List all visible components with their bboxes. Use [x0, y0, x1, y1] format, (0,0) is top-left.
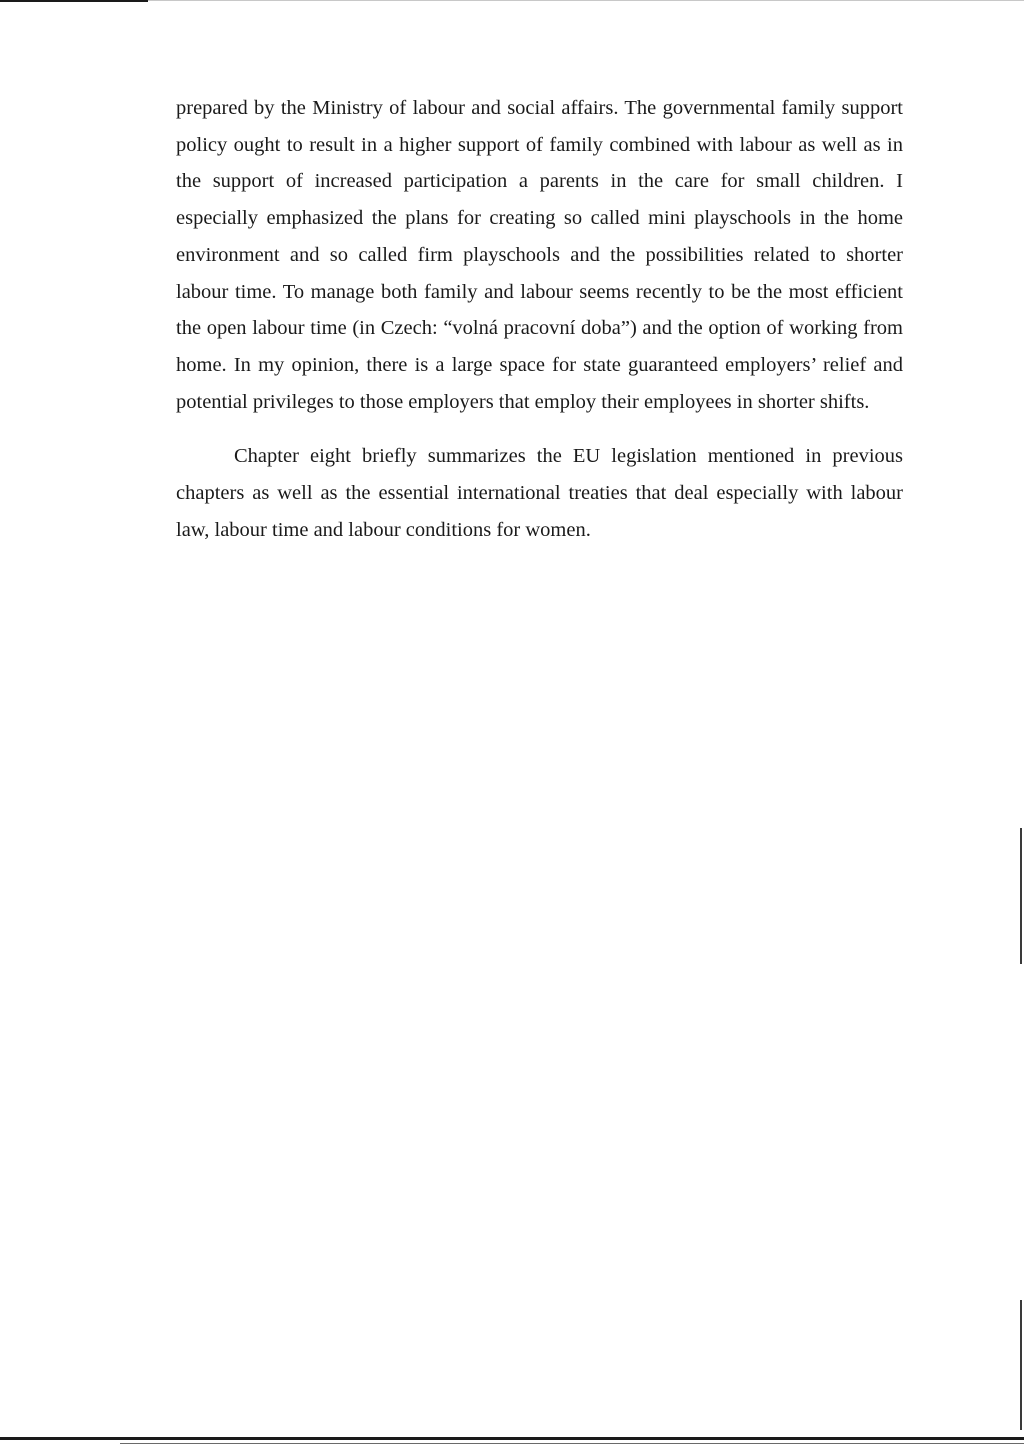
scan-edge-bottom-line [120, 1443, 1024, 1444]
scan-edge-right-lower [1020, 1300, 1022, 1430]
scan-edge-top [0, 0, 148, 2]
paragraph-chapter-eight: Chapter eight briefly summarizes the EU legislation mentioned in previous chapters as well as the essential international treaties that deal especially with labour law, labour time and labour conditions for women. [176, 445, 903, 541]
scan-edge-bottom [0, 1437, 1024, 1440]
scan-edge-top-line [148, 0, 1024, 1]
paragraph-family-policy: prepared by the Ministry of labour and social affairs. The governmental family support policy ought to result in a higher support of family combined with labour as well as in the support of increased participation a parents in the care for small children. I especially emphasized the plans for creating so called mini playschools in the home environment and so called firm playschools and the possibilities related to shorter labour time. To manage both family and labour seems recently to be the most efficient the open labour time (in Czech: “volná pracovní doba”) and the option of working from home. In my opinion, there is a large space for state guaranteed employers’ relief and potential privileges to those employers that employ their employees in shorter shifts. [176, 97, 903, 413]
scan-edge-right [1020, 828, 1022, 964]
body-text [176, 90, 903, 548]
